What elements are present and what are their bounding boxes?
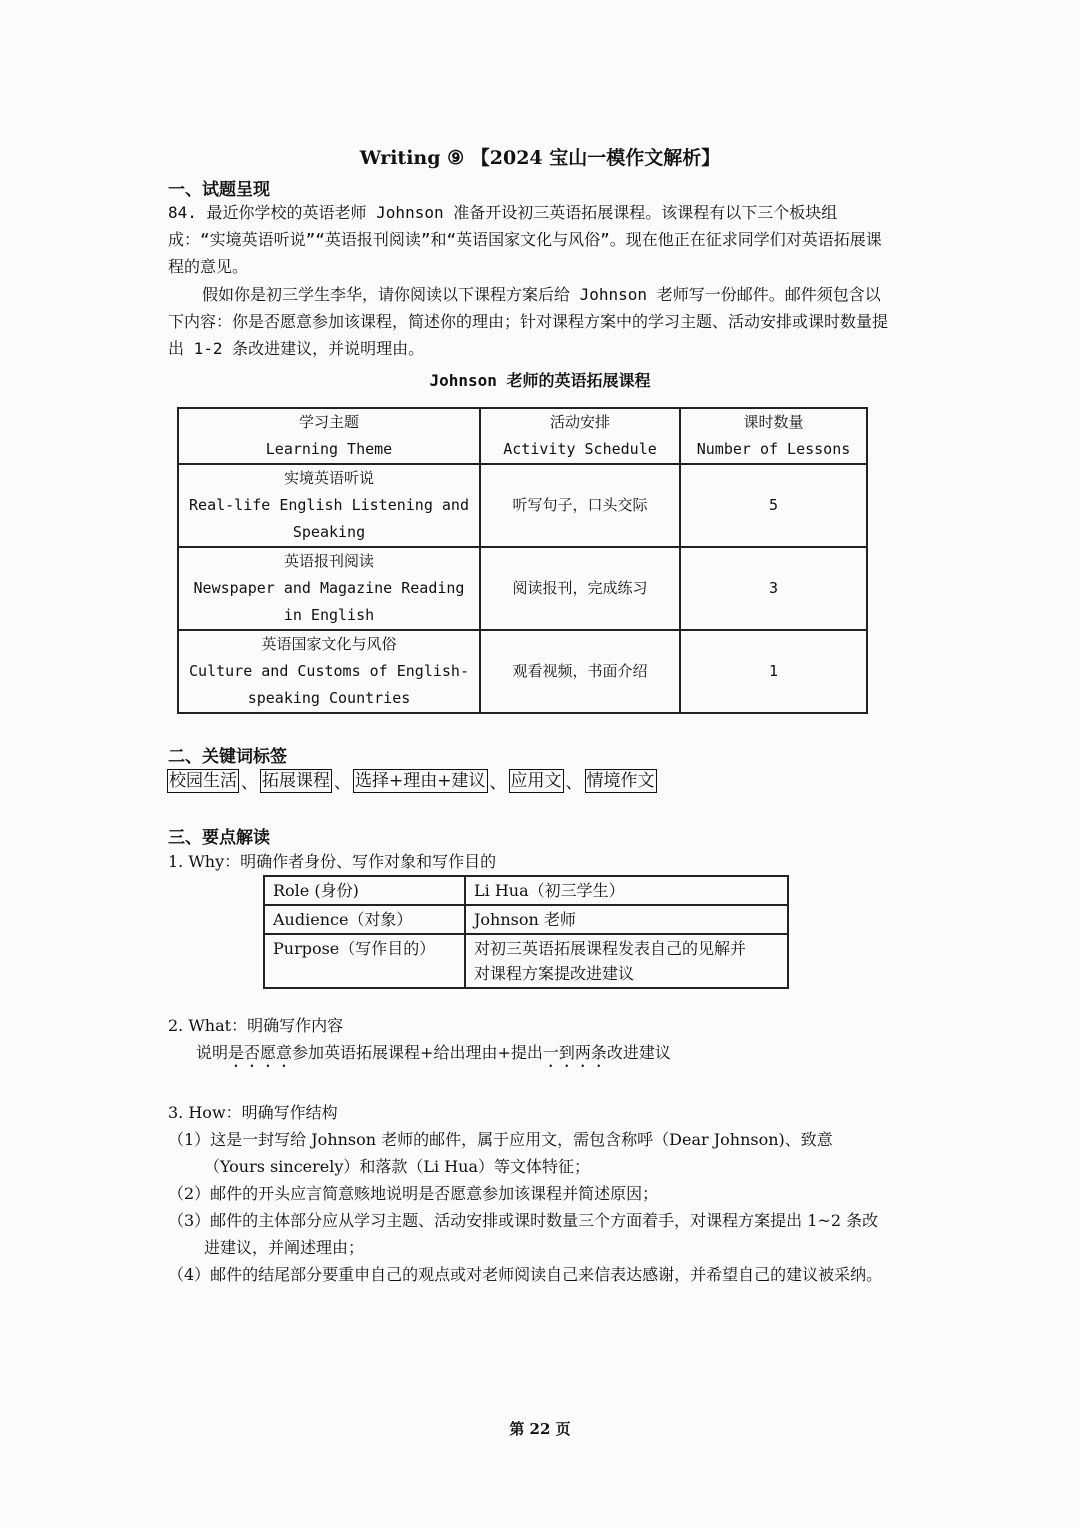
emphasis-text: 一到两条: [542, 1043, 607, 1062]
table-row: [264, 905, 788, 934]
keyword-tag: 情境作文: [586, 770, 655, 791]
theme-cell: 英语报刊阅读 Newspaper and Magazine Reading in English: [178, 547, 480, 630]
how-list: [168, 1126, 888, 1288]
why-heading: 1. Why：明确作者身份、写作对象和写作目的: [168, 852, 497, 871]
theme-cell: 英语国家文化与风俗 Culture and Customs of English-speaking Countries: [178, 630, 480, 713]
lessons-cell: 5: [680, 464, 867, 547]
course-table-header-row: [178, 408, 867, 464]
activity-cell: 观看视频，书面介绍: [480, 630, 680, 713]
prompt-paragraph-2: 假如你是初三学生李华，请你阅读以下课程方案后给 Johnson 老师写一份邮件。邮件须包含以下内容：你是否愿意参加该课程，简述你的理由；针对课程方案中的学习主题、活动安排或课时数量提出 1-2 条改进建议，并说明理由。: [168, 285, 889, 358]
table-row: [178, 547, 867, 630]
role-value: Li Hua（初三学生）: [465, 876, 788, 905]
what-heading: 2. What：明确写作内容: [168, 1016, 344, 1035]
course-table: [177, 407, 868, 714]
page-title: Writing ⑨ 【2024 宝山一模作文解析】: [359, 147, 721, 169]
tag-separator: 、: [334, 773, 351, 793]
activity-cell: 听写句子，口头交际: [480, 464, 680, 547]
keyword-tags: [167, 768, 657, 793]
role-table: [263, 875, 789, 989]
role-key: Purpose（写作目的）: [264, 934, 465, 988]
role-key: Audience（对象）: [264, 905, 465, 934]
what-text: 说明是否愿意参加英语拓展课程+给出理由+提出一到两条改进建议: [196, 1043, 671, 1062]
header-activity-schedule: 活动安排 Activity Schedule: [480, 408, 680, 464]
keyword-tag: 拓展课程: [262, 770, 330, 791]
table-row: [264, 934, 788, 988]
header-learning-theme: 学习主题 Learning Theme: [178, 408, 480, 464]
keyword-tag: 应用文: [510, 770, 562, 791]
header-number-of-lessons: 课时数量 Number of Lessons: [680, 408, 867, 464]
page-number: 第 22 页: [509, 1420, 571, 1438]
section-3-heading: 三、要点解读: [168, 828, 270, 848]
role-value: Johnson 老师: [465, 905, 788, 934]
tag-separator: 、: [489, 773, 507, 793]
tag-separator: 、: [565, 773, 583, 793]
lessons-cell: 3: [680, 547, 867, 630]
list-item: （1）这是一封写给 Johnson 老师的邮件，属于应用文，需包含称呼（Dear Johnson)、致意（Yours sincerely）和落款（Li Hua）等文体特征；: [168, 1130, 833, 1176]
list-item: （4）邮件的结尾部分要重申自己的观点或对老师阅读自己来信表达感谢，并希望自己的建议被采纳。: [168, 1265, 883, 1284]
keyword-tag: 校园生活: [169, 770, 237, 791]
emphasis-text: 是否愿意: [228, 1043, 293, 1062]
table-row: [178, 630, 867, 713]
theme-cell: 实境英语听说 Real-life English Listening and Speaking: [178, 464, 480, 547]
tag-separator: 、: [241, 773, 258, 793]
course-table-title: Johnson 老师的英语拓展课程: [429, 371, 651, 390]
lessons-cell: 1: [680, 630, 867, 713]
section-1-heading: 一、试题呈现: [168, 180, 270, 200]
section-2-heading: 二、关键词标签: [168, 747, 287, 767]
table-row: [178, 464, 867, 547]
prompt-paragraph-1: 84. 最近你学校的英语老师 Johnson 准备开设初三英语拓展课程。该课程有以下三个板块组成：“实境英语听说”“英语报刊阅读”和“英语国家文化与风俗”。现在他正在征求同学们对英语拓展课程的意见。: [168, 203, 882, 276]
activity-cell: 阅读报刊，完成练习: [480, 547, 680, 630]
how-heading: 3. How：明确写作结构: [168, 1103, 338, 1122]
keyword-tag: 选择+理由+建议: [355, 770, 486, 791]
role-value: 对初三英语拓展课程发表自己的见解并 对课程方案提改进建议: [465, 934, 788, 988]
table-row: [264, 876, 788, 905]
list-item: （3）邮件的主体部分应从学习主题、活动安排或课时数量三个方面着手，对课程方案提出 1~2 条改进建议，并阐述理由；: [168, 1211, 879, 1257]
list-item: （2）邮件的开头应言简意赅地说明是否愿意参加该课程并简述原因；: [168, 1184, 659, 1203]
role-key: Role (身份): [264, 876, 465, 905]
